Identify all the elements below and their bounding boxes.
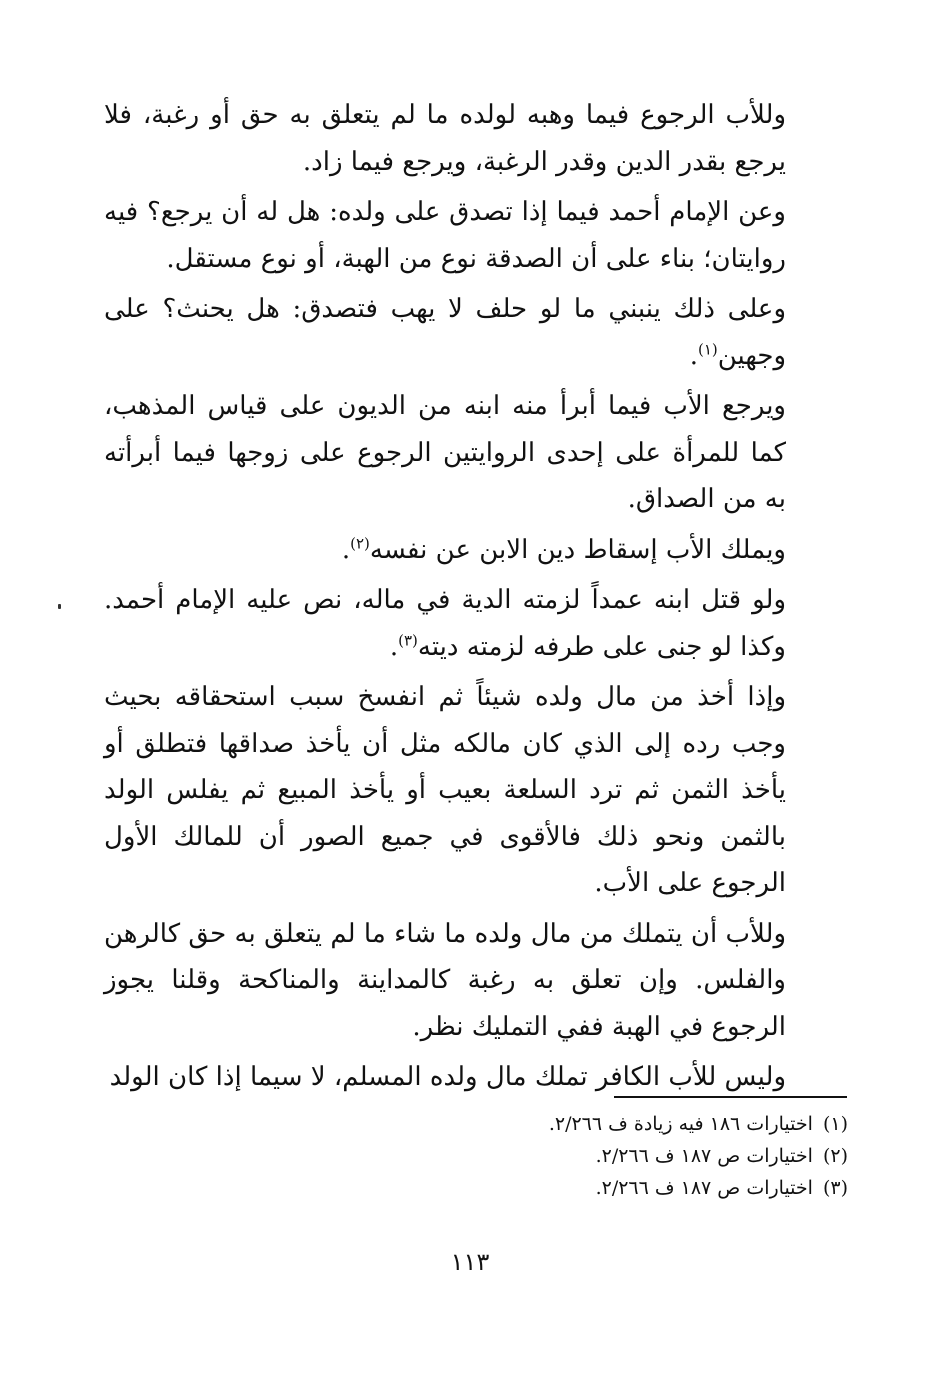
footnote-text: اختيارات ١٨٦ فيه زيادة ف ٢/٢٦٦. — [548, 1113, 813, 1135]
page-number: ١١٣ — [450, 1248, 490, 1276]
paragraph-tail: . — [689, 340, 698, 371]
paragraph-3 — [104, 286, 848, 379]
footnote-2 — [300, 1140, 848, 1172]
paragraph-text: ويرجع الأب فيما أبرأ منه ابنه من الديون على قياس المذهب، كما للمرأة على إحدى الروايتين الرجوع على زوجها فيما أبرأته به من الصداق. — [104, 391, 786, 514]
paragraph-9 — [104, 1054, 848, 1101]
paragraph-tail: . — [389, 631, 399, 662]
footnote-number: (١) — [822, 1113, 848, 1135]
footnote-number: (٣) — [822, 1177, 848, 1199]
footnote-text: اختيارات ص ١٨٧ ف ٢/٢٦٦. — [595, 1145, 813, 1167]
paragraph-text: وليس للأب الكافر تملك مال ولده المسلم، لا سيما إذا كان الولد — [109, 1062, 786, 1092]
footnote-ref-2[interactable]: (٢) — [350, 533, 370, 552]
footnote-number: (٢) — [822, 1145, 848, 1167]
paragraph-text: وللأب أن يتملك من مال ولده ما شاء ما لم يتعلق به حق كالرهن والفلس. وإن تعلق به رغبة كالمداينة والمناكحة وقلنا يجوز الرجوع في الهبة ففي التمليك نظر. — [104, 918, 786, 1042]
paragraph-text: وعن الإمام أحمد فيما إذا تصدق على ولده: هل له أن يرجع؟ فيه روايتان؛ بناء على أن الصدقة نوع من الهبة، أو نوع مستقل. — [104, 197, 786, 274]
footnote-ref-3[interactable]: (٣) — [398, 630, 418, 649]
paragraph-text: وإذا أخذ من مال ولده شيئاً ثم انفسخ سبب استحقاقه بحيث وجب رده إلى الذي كان مالكه مثل أن يأخذ صداقها فتطلق أو يأخذ الثمن ثم ترد السلعة بعيب أو يأخذ المبيع ثم يفلس الولد بالثمن ونحو ذلك فالأقوى في جميع الصور أن للمالك الأول الرجوع على الأب. — [104, 682, 786, 898]
paragraph-7 — [104, 674, 848, 907]
footnote-ref-1[interactable]: (١) — [697, 339, 718, 358]
paragraph-tail: . — [341, 534, 351, 565]
scan-speck — [58, 604, 61, 609]
paragraph-text: ولو قتل ابنه عمداً لزمته الدية في ماله، نص عليه الإمام أحمد. وكذا لو جنى على طرفه لزمته ديته — [104, 585, 787, 662]
page-body — [104, 92, 848, 1105]
paragraph-text: وللأب الرجوع فيما وهبه لولده ما لم يتعلق به حق أو رغبة، فلا يرجع بقدر الدين وقدر الرغبة، ويرجع فيما زاد. — [104, 100, 786, 177]
paragraph-8 — [104, 911, 848, 1051]
paragraph-6 — [104, 577, 848, 670]
footnote-1 — [300, 1108, 848, 1140]
footnote-3 — [300, 1172, 848, 1204]
paragraph-2 — [104, 189, 848, 282]
paragraph-1 — [104, 92, 848, 185]
footnote-text: اختيارات ص ١٨٧ ف ٢/٢٦٦. — [595, 1177, 813, 1199]
paragraph-5 — [104, 527, 848, 574]
paragraph-text: ويملك الأب إسقاط دين الابن عن نفسه — [369, 534, 786, 565]
footnotes — [300, 1108, 848, 1204]
paragraph-text: وعلى ذلك ينبني ما لو حلف لا يهب فتصدق: هل يحنث؟ على وجهين — [104, 294, 786, 371]
paragraph-4 — [104, 383, 848, 523]
footnote-separator — [614, 1096, 847, 1098]
